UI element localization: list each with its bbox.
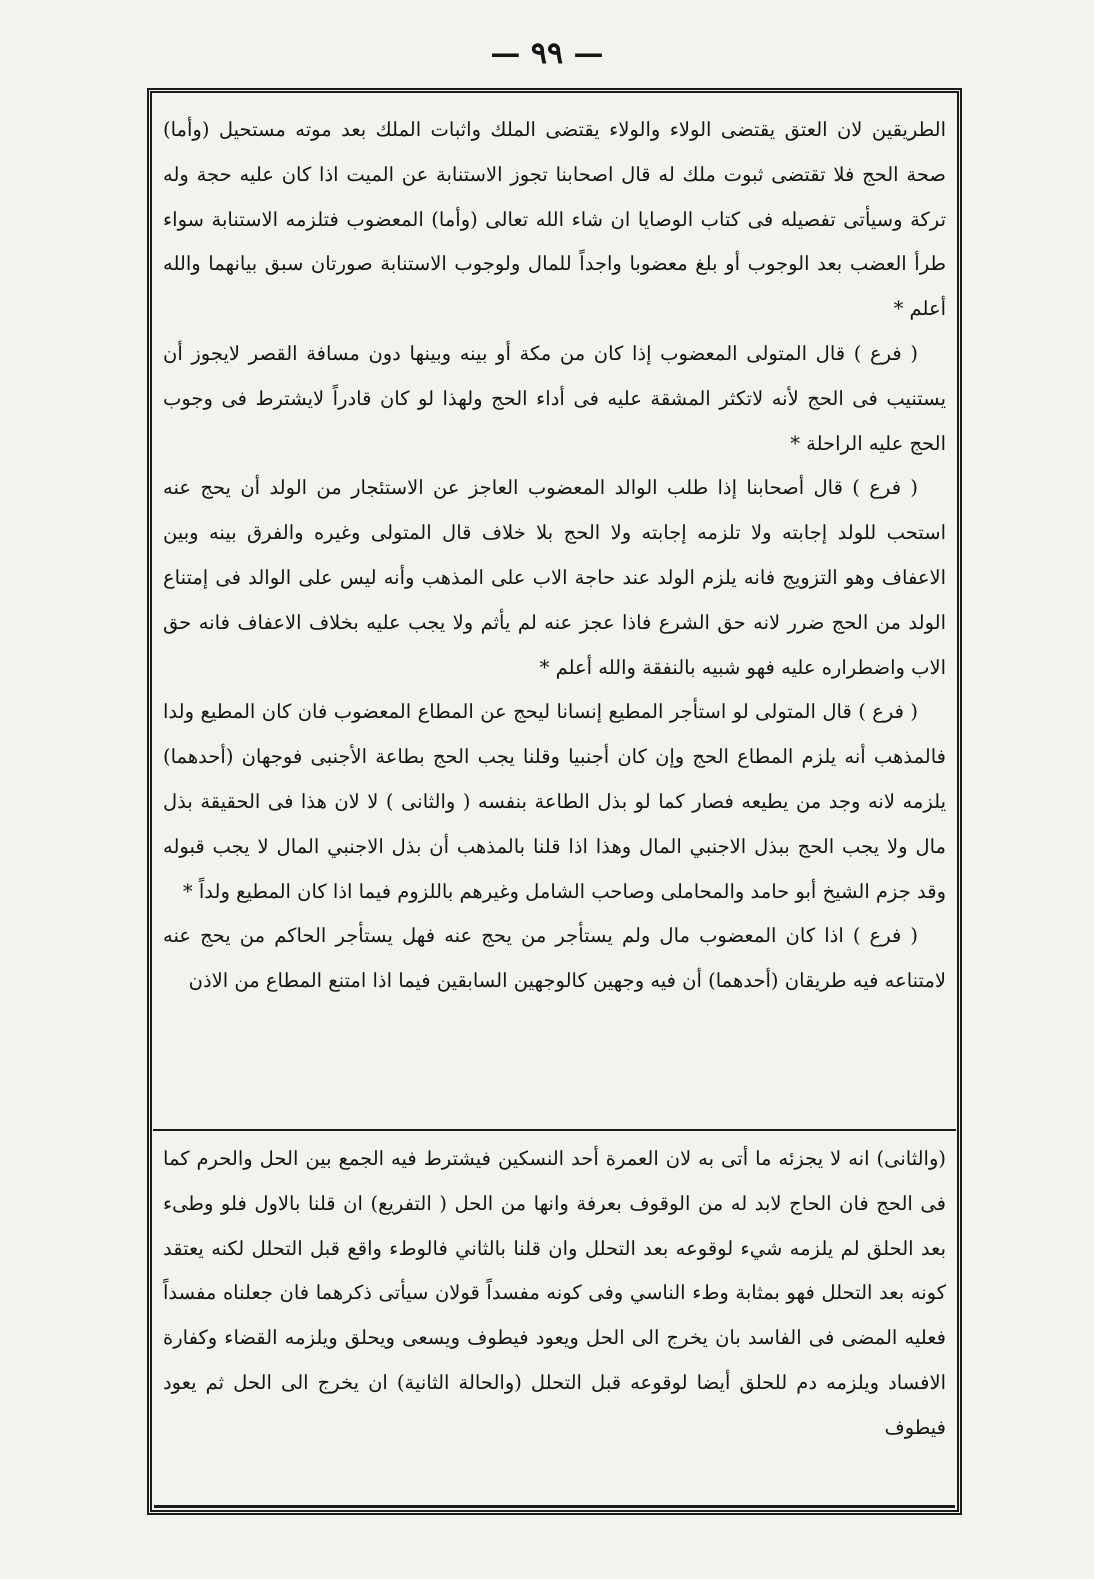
main-paragraph: الطريقين لان العتق يقتضى الولاء والولاء يقتضى الملك واثبات الملك بعد موته مستحيل (وأما) صحة الحج فلا تقتضى ثبوت ملك له قال اصحابنا تجوز الاستنابة عن الميت اذا كان عليه حجة وله تركة وسيأتى تفصيله فى كتاب الوصايا ان شاء الله تعالى (وأما) المعضوب فتلزمه الاستنابة سواء طرأ العضب بعد الوجوب أو بلغ معضوبا واجداً للمال ولوجوب الاستنابة صورتان سبق بيانهما والله أعلم *	[163, 118, 946, 321]
main-text	[163, 108, 946, 1004]
page-number: — ٩٩ —	[490, 36, 604, 71]
main-paragraph: ( فرع ) اذا كان المعضوب مال ولم يستأجر من يحج عنه فهل يستأجر الحاكم من يحج عنه لامتناعه فيه طريقان (أحدهما) أن فيه وجهين كالوجهين السابقين فيما اذا امتنع المطاع من الاذن	[163, 924, 946, 993]
footnote-paragraph: (والثانى) انه لا يجزئه ما أتى به لان العمرة أحد النسكين فيشترط فيه الجمع بين الحل والحرم كما فى الحج فان الحاج لابد له من الوقوف بعرفة وانها من الحل ( التفريع) ان قلنا بالاول فلو وطىء بعد الحلق لم يلزمه شيء لوقوعه بعد التحلل وان قلنا بالثاني فالوطء واقع قبل التحلل لكنه يعتقد كونه بعد التحلل فهو بمثابة وطء الناسي وفى كونه مفسداً قولان سيأتى ذكرهما فان جعلناه مفسداً فعليه المضى فى الفاسد بان يخرج الى الحل ويعود فيطوف ويسعى ويحلق ويلزمه القضاء وكفارة الافساد ويلزمه دم للحلق أيضا لوقوعه قبل التحلل (والحالة الثانية) ان يخرج الى الحل ثم يعود فيطوف	[163, 1147, 946, 1439]
footnote-separator	[153, 1129, 956, 1131]
main-paragraph: ( فرع ) قال المتولى لو استأجر المطيع إنسانا ليحج عن المطاع المعضوب فان كان المطيع ولدا فالمذهب أنه يلزم المطاع الحج وإن كان أجنبيا وقلنا يجب الحج بطاعة الأجنبى فوجهان (أحدهما) يلزمه لانه وجد من يطيعه فصار كما لو بذل الطاعة بنفسه ( والثانى ) لا لان هذا فى الحقيقة بذل مال ولا يجب الحج ببذل الاجنبي المال وهذا اذا قلنا بالمذهب أن بذل الاجنبي المال لا يجب قبوله وقد جزم الشيخ أبو حامد والمحاملى وصاحب الشامل وغيرهم باللزوم فيما اذا كان المطيع ولداً *	[163, 700, 946, 903]
main-paragraph: ( فرع ) قال المتولى المعضوب إذا كان من مكة أو بينه وبينها دون مسافة القصر لايجوز أن يستنيب فى الحج لأنه لاتكثر المشقة عليه فى أداء الحج ولهذا لو كان قادراً لايشترط فى وجوب الحج عليه الراحلة *	[163, 341, 946, 455]
main-paragraph: ( فرع ) قال أصحابنا إذا طلب الوالد المعضوب العاجز عن الاستئجار من الولد أن يحج عنه استحب للولد إجابته ولا تلزمه إجابته ولا الحج بلا خلاف قال المتولى وغيره والفرق بينه وبين الاعفاف وهو التزويج فانه يلزم الولد عند حاجة الاب على المذهب وأنه ليس على الوالد فى إمتناع الولد من الحج ضرر لانه حق الشرع فاذا عجز عنه لم يأثم ولا يجب عليه بخلاف الاعفاف فانه حق الاب واضطراره عليه فهو شبيه بالنفقة والله أعلم *	[163, 476, 946, 679]
footnotes	[163, 1137, 946, 1451]
